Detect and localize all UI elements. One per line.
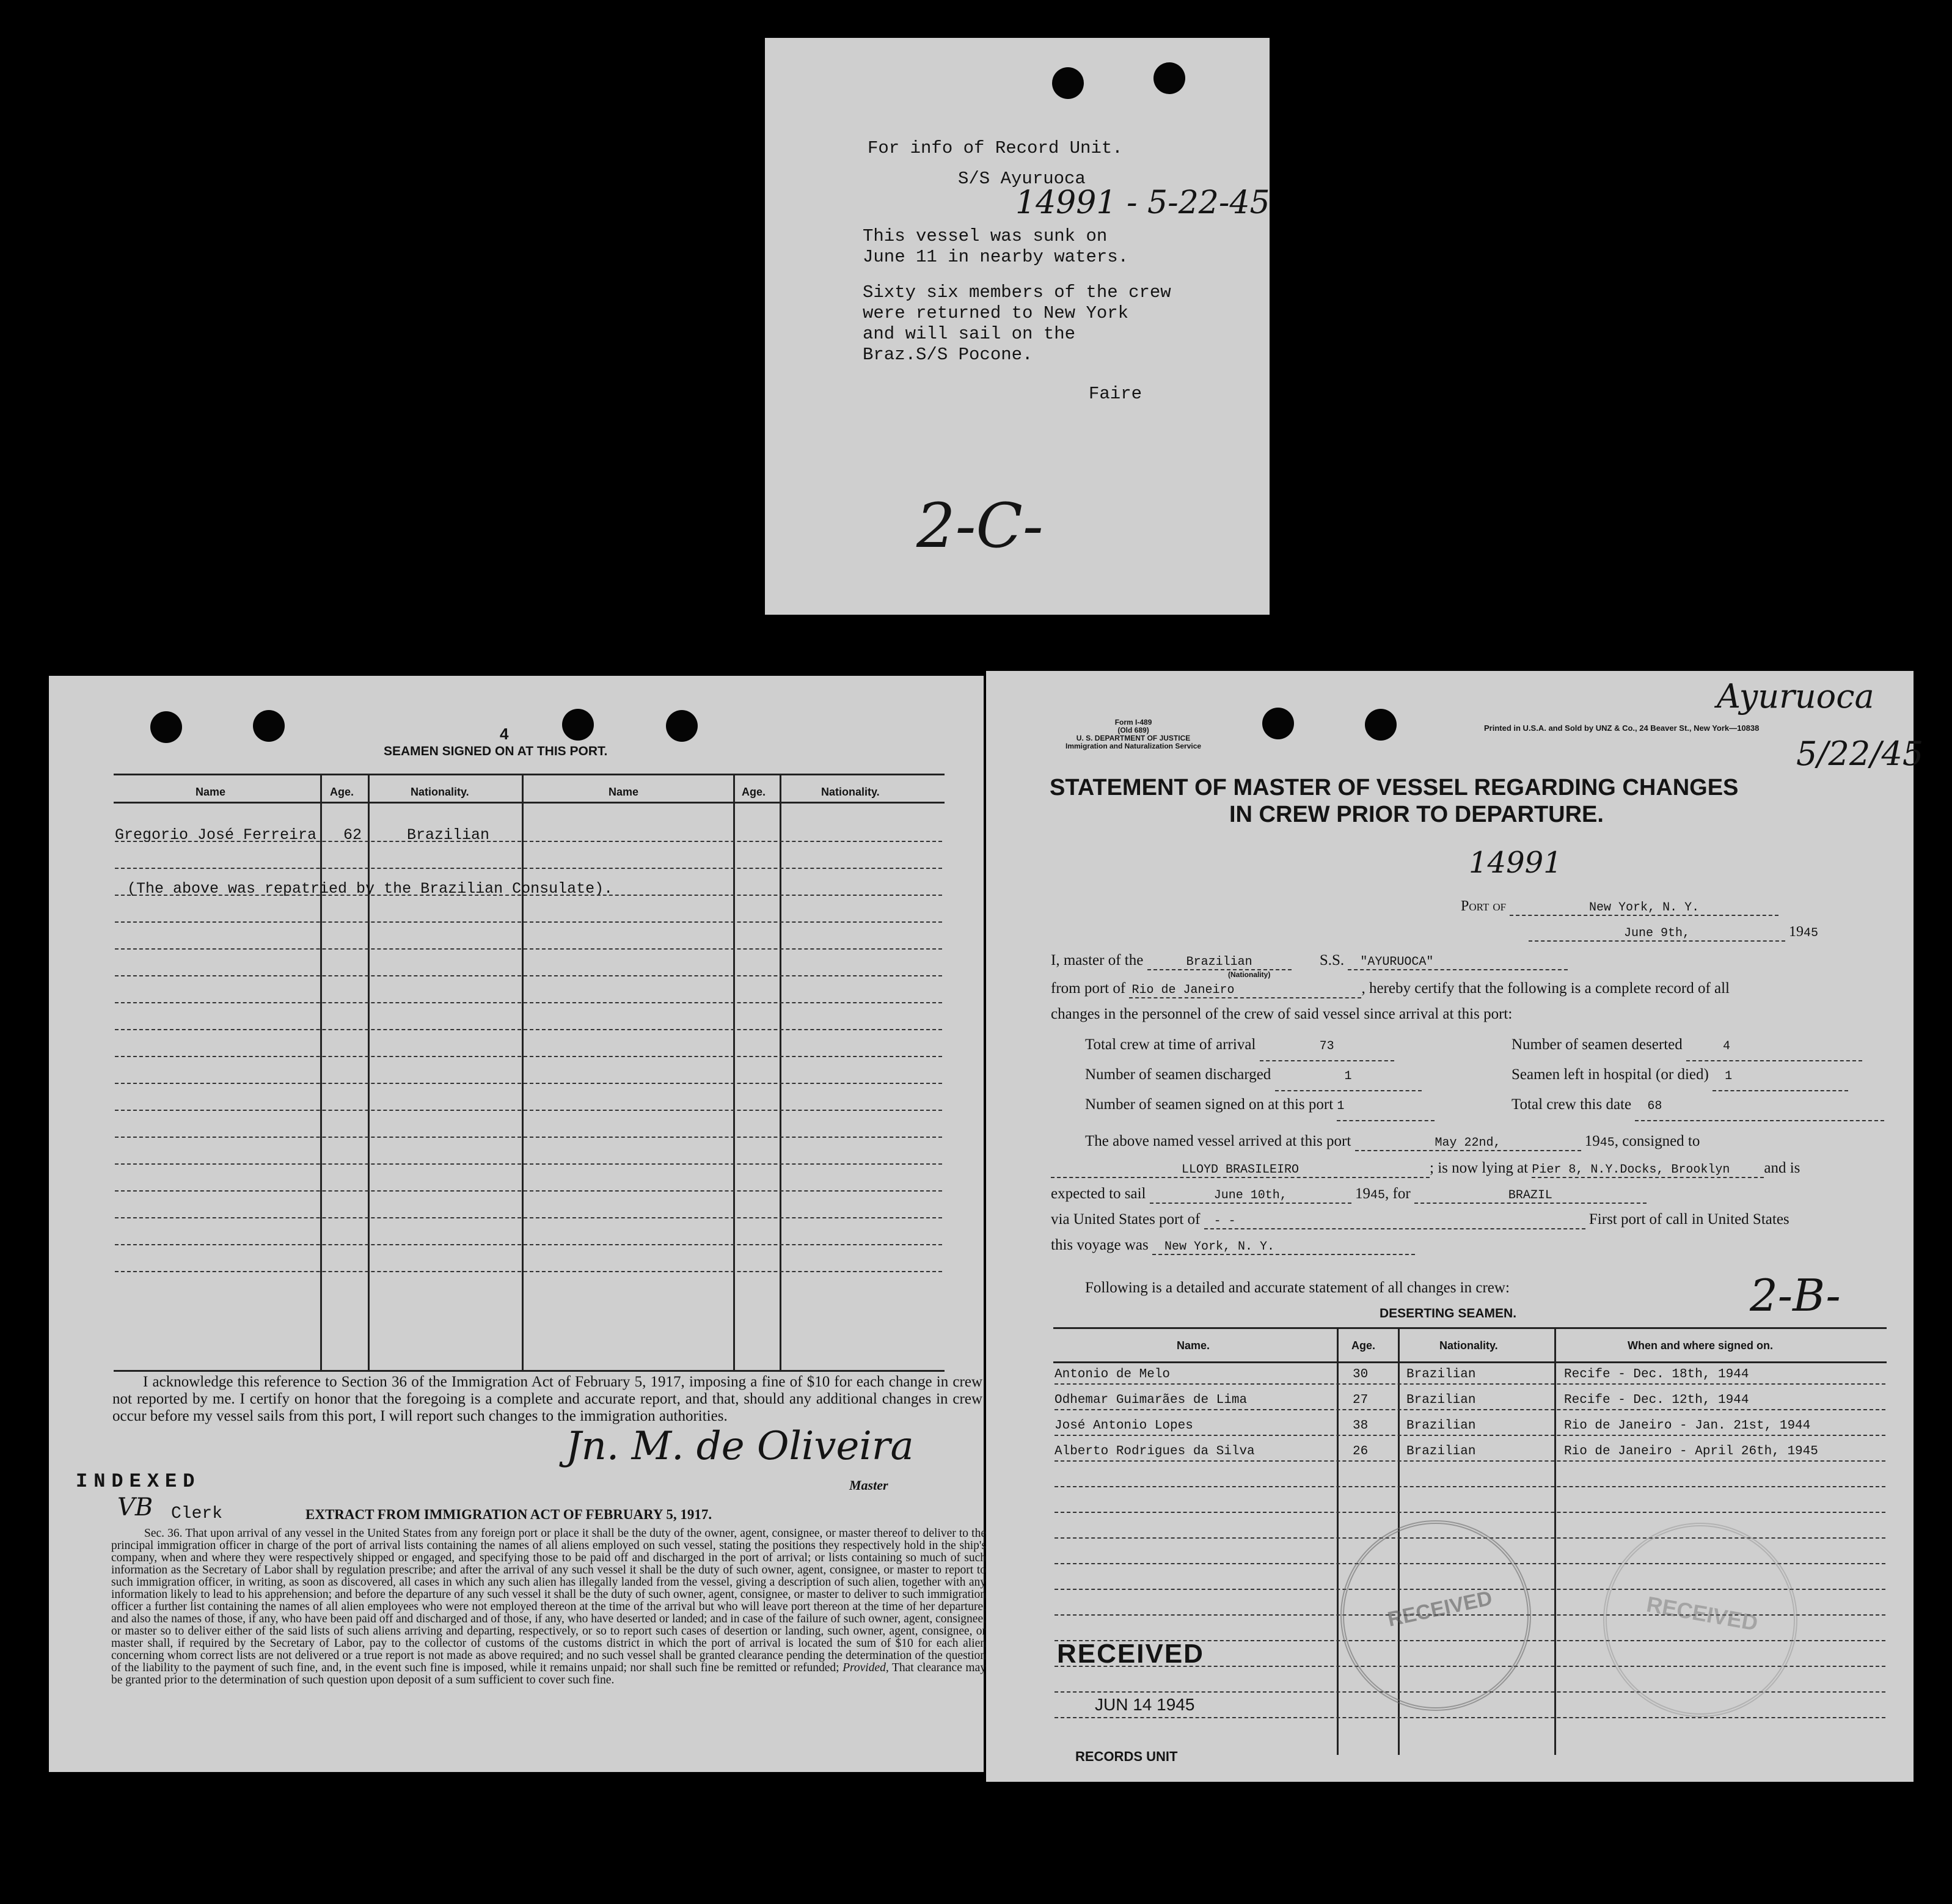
voyage-label: this voyage was	[1051, 1237, 1149, 1253]
arrived-label: The above named vessel arrived at this port	[1085, 1133, 1351, 1149]
arrived-year-value: 45	[1599, 1136, 1615, 1150]
deserter-name: José Antonio Lopes	[1055, 1419, 1193, 1433]
table-ruled-line	[1055, 1486, 1885, 1487]
column-header: Name	[196, 786, 226, 798]
punch-hole	[562, 709, 594, 741]
stat-value: 73	[1319, 1039, 1334, 1053]
extract-text	[111, 1528, 986, 1686]
form-old-number: (Old 689)	[1117, 726, 1149, 734]
certify-text: , hereby certify that the following is a complete record of all	[1361, 980, 1730, 997]
table-ruled-line	[115, 868, 942, 869]
memo-body-line: and will sail on the	[863, 324, 1076, 344]
stat-label: Number of seamen signed on at this port	[1085, 1096, 1334, 1113]
first-port-label: First port of call in United States	[1588, 1211, 1789, 1228]
form-title-line2: IN CREW PRIOR TO DEPARTURE.	[1229, 802, 1604, 827]
column-header: Name.	[1177, 1339, 1210, 1352]
table-ruled-line	[1055, 1409, 1885, 1410]
stat-label: Seamen left in hospital (or died)	[1512, 1066, 1709, 1083]
table-ruled-line	[1055, 1435, 1885, 1436]
table-ruled-line	[1055, 1460, 1885, 1462]
year-prefix: 19	[1789, 924, 1804, 940]
master-label: Master	[849, 1477, 888, 1493]
table-ruled-line	[115, 1163, 942, 1165]
department-name: U. S. DEPARTMENT OF JUSTICE	[1076, 734, 1191, 742]
deserter-signed-on: Recife - Dec. 18th, 1944	[1564, 1368, 1749, 1382]
acknowledgement-text: I acknowledge this reference to Section 36 of the Immigration Act of February 5, 1917, imposing a fine of $10 for each change in crew not reported by me. I certify on honor that the foregoing is a complete and accurate report, and that, should any additional changes in crew occur before my vessel sails from this port, I will report such changes to the immigration authorities.	[112, 1374, 982, 1424]
via-label: via United States port of	[1051, 1211, 1201, 1228]
extract-title: EXTRACT FROM IMMIGRATION ACT OF FEBRUARY 5, 1917.	[305, 1507, 712, 1522]
table-ruled-line	[115, 975, 942, 976]
port-label: Port of	[1461, 898, 1507, 914]
clerk-label: Clerk	[171, 1504, 223, 1523]
memo-signature: Faire	[1089, 384, 1142, 404]
changes-text: changes in the personnel of the crew of said vessel since arrival at this port:	[1051, 1006, 1513, 1022]
column-header: Name	[609, 786, 639, 798]
left-page	[49, 676, 987, 1772]
extract-end: That clearance may be granted prior to the determination of such question upon deposit of a sum sufficient to cover such fine.	[111, 1661, 986, 1686]
column-header: Nationality.	[1439, 1339, 1498, 1352]
column-header: Age.	[330, 786, 354, 798]
column-header: Nationality.	[411, 786, 469, 798]
column-header: When and where signed on.	[1628, 1339, 1774, 1352]
deserter-nationality: Brazilian	[1406, 1419, 1476, 1433]
from-port-label: from port of	[1051, 980, 1126, 997]
column-header: Age.	[742, 786, 766, 798]
stat-label: Total crew this date	[1512, 1096, 1632, 1113]
following-text: Following is a detailed and accurate statement of all changes in crew:	[1085, 1280, 1510, 1296]
arrived-value: May 22nd,	[1435, 1136, 1501, 1150]
table-ruled-line	[115, 1110, 942, 1111]
stat-value: 68	[1647, 1099, 1662, 1113]
deserter-name: Antonio de Melo	[1055, 1368, 1171, 1382]
extract-body: That upon arrival of any vessel in the United States from any foreign port or place it shall be the duty of the owner, agent, consignee, or master thereof to deliver to the principal immigration officer in charge of the port of arrival lists containing the names of all aliens employed on such vessel, stating the positions they respectively hold in the ship's company, when and where they were respectively shipped or engaged, and specifying those to be paid off and discharged in the port of arrival; or lists containing so much of such information as the Secretary of Labor shall by regulation prescribe; and after the arrival of any such vessel it shall be the duty of such owner, agent, consignee, or master to report to such immigration officer, in writing, as soon as discovered, all cases in which any such alien has illegally landed from the vessel, giving a description of such alien, together with any information likely to lead to his apprehension; and before the departure of any such vessel it shall be the duty of such owner, agent, consignee, or master to deliver to such immigration officer a further list containing the names of all alien employees who were not employed thereon at the time of the arrival but who will leave port thereon at the time of her departure, and also the names of those, if any, who have been paid off and discharged and of those, if any, who have deserted or landed; and in case of the failure of such owner, agent, consignee, or master so to deliver either of the said lists of such aliens arriving and departing, respectively, or so to report such cases of desertion or landing, such owner, agent, consignee, or master shall, if required by the Secretary of Labor, pay to the collector of customs of the customs district in which the port of arrival is located the sum of $10 for each alien concerning whom correct lists are not delivered or a true report is not made as above required; and no such vessel shall be granted clearance pending the determination of the question of the liability to the payment of such fine, and, in the event such fine is imposed, while it remains unpaid; nor shall such fine be remitted or refunded;	[111, 1527, 987, 1674]
punch-hole	[1262, 708, 1294, 739]
via-value: - -	[1213, 1214, 1236, 1228]
punch-hole	[253, 710, 285, 742]
table-cell-nationality: Brazilian	[407, 826, 490, 844]
stat-label: Number of seamen deserted	[1512, 1036, 1683, 1053]
table-ruled-line	[115, 841, 942, 842]
from-port-value: Rio de Janeiro	[1131, 983, 1235, 997]
round-stamp: RECEIVED	[1340, 1520, 1531, 1711]
punch-hole	[1153, 62, 1185, 94]
memo-body-line: were returned to New York	[863, 303, 1129, 323]
memo-body-line: Sixty six members of the crew	[863, 282, 1171, 302]
deserter-age: 27	[1353, 1393, 1369, 1407]
master-signature: Jn. M. de Oliveira	[566, 1424, 914, 1469]
memo-slip	[765, 38, 1270, 615]
table-ruled-line	[115, 1137, 942, 1138]
ship-name: "AYURUOCA"	[1360, 955, 1434, 969]
nationality-value: Brazilian	[1186, 955, 1252, 969]
right-page	[986, 671, 1924, 1782]
stat-value: 1	[1337, 1099, 1345, 1113]
table-ruled-line	[115, 1056, 942, 1057]
punch-hole	[666, 710, 698, 742]
table-note: (The above was repatried by the Brazilian Consulate).	[127, 880, 613, 898]
table-ruled-line	[115, 1244, 942, 1245]
indexed-stamp: INDEXED	[76, 1470, 201, 1493]
round-stamp: RECEIVED	[1603, 1523, 1797, 1717]
deserting-title: DESERTING SEAMEN.	[1380, 1306, 1517, 1320]
nationality-caption: (Nationality)	[1228, 970, 1271, 979]
table-ruled-line	[115, 1029, 942, 1030]
service-name: Immigration and Naturalization Service	[1066, 742, 1202, 750]
deserter-nationality: Brazilian	[1406, 1368, 1476, 1382]
punch-hole	[150, 711, 182, 743]
punch-hole	[1365, 709, 1397, 741]
table-ruled-line	[115, 1002, 942, 1003]
stat-value: 1	[1344, 1069, 1352, 1083]
deserter-signed-on: Recife - Dec. 12th, 1944	[1564, 1393, 1749, 1407]
table-ruled-line	[115, 1190, 942, 1192]
received-date: JUN 14 1945	[1095, 1695, 1195, 1714]
table-ruled-line	[115, 1217, 942, 1218]
column-header: Age.	[1351, 1339, 1376, 1352]
table-ruled-line	[115, 895, 942, 896]
deserter-name: Alberto Rodrigues da Silva	[1055, 1444, 1255, 1459]
page-title: SEAMEN SIGNED ON AT THIS PORT.	[384, 744, 608, 758]
deserter-nationality: Brazilian	[1406, 1444, 1476, 1459]
deserter-age: 38	[1353, 1419, 1369, 1433]
handwritten-number: 14991	[1469, 846, 1562, 880]
ss-label: S.S.	[1319, 952, 1345, 968]
memo-handwritten-number: 14991 - 5-22-45	[1015, 185, 1270, 221]
table-ruled-line	[115, 921, 942, 923]
form-number: Form I-489	[1114, 718, 1152, 727]
extract-provided: Provided,	[843, 1661, 889, 1674]
for-label: , for	[1385, 1185, 1411, 1202]
handwritten-code: 2-B-	[1750, 1270, 1841, 1321]
handwritten-date: 5/22/45	[1796, 734, 1924, 773]
year-value: 45	[1804, 926, 1819, 940]
deserter-nationality: Brazilian	[1406, 1393, 1476, 1407]
lying-value: Pier 8, N.Y.Docks, Brooklyn	[1532, 1163, 1730, 1177]
table-cell-name: Gregorio José Ferreira	[115, 826, 317, 844]
printed-by: Printed in U.S.A. and Sold by UNZ & Co., 24 Beaver St., New York—10838	[1484, 723, 1760, 733]
lying-label: ; is now lying at	[1430, 1160, 1529, 1176]
sail-year-prefix: 19	[1355, 1185, 1370, 1202]
records-unit-stamp: RECORDS UNIT	[1075, 1749, 1178, 1764]
stat-value: 4	[1723, 1039, 1731, 1053]
deserter-age: 30	[1353, 1368, 1369, 1382]
table-cell-age: 62	[343, 826, 362, 844]
sail-year-value: 45	[1370, 1188, 1386, 1203]
table-ruled-line	[115, 948, 942, 950]
sail-label: expected to sail	[1051, 1185, 1146, 1202]
stat-label: Total crew at time of arrival	[1085, 1036, 1256, 1053]
memo-body-line: This vessel was sunk on	[863, 226, 1108, 246]
column-header: Nationality.	[821, 786, 880, 798]
deserter-age: 26	[1353, 1444, 1369, 1459]
table-ruled-line	[115, 1271, 942, 1272]
port-value: New York, N. Y.	[1589, 901, 1700, 915]
voyage-value: New York, N. Y.	[1164, 1240, 1274, 1254]
arrived-year-prefix: 19	[1584, 1133, 1600, 1149]
table-ruled-line	[1055, 1383, 1885, 1385]
received-stamp: RECEIVED	[1057, 1639, 1204, 1669]
table-ruled-line	[1055, 1512, 1885, 1513]
form-title-line1: STATEMENT OF MASTER OF VESSEL REGARDING CHANGES	[1050, 775, 1739, 800]
table-ruled-line	[1055, 1717, 1885, 1718]
punch-hole	[1052, 67, 1084, 99]
consignee-value: LLOYD BRASILEIRO	[1181, 1163, 1300, 1177]
memo-handwritten-code: 2-C-	[916, 490, 1044, 562]
stat-value: 1	[1725, 1069, 1733, 1083]
memo-line: S/S Ayuruoca	[958, 169, 1086, 189]
memo-line: For info of Record Unit.	[868, 138, 1123, 158]
stat-label: Number of seamen discharged	[1085, 1066, 1271, 1083]
table-ruled-line	[115, 1083, 942, 1084]
memo-body-line: June 11 in nearby waters.	[863, 247, 1129, 267]
deserter-name: Odhemar Guimarães de Lima	[1055, 1393, 1248, 1407]
consigned-label: , consigned to	[1614, 1133, 1700, 1149]
deserter-signed-on: Rio de Janeiro - April 26th, 1945	[1564, 1444, 1818, 1459]
page-number: 4	[500, 725, 509, 743]
clerk-initials: VB	[117, 1493, 153, 1521]
destination-value: BRAZIL	[1508, 1188, 1552, 1203]
memo-body-line: Braz.S/S Pocone.	[863, 345, 1033, 365]
master-of-label: I, master of the	[1051, 952, 1144, 968]
date-value: June 9th,	[1623, 926, 1691, 940]
and-is: and is	[1764, 1160, 1800, 1176]
handwritten-ship-name: Ayuruoca	[1717, 677, 1874, 716]
deserter-signed-on: Rio de Janeiro - Jan. 21st, 1944	[1564, 1419, 1811, 1433]
sail-value: June 10th,	[1213, 1188, 1287, 1203]
section-label: Sec. 36.	[144, 1527, 183, 1540]
